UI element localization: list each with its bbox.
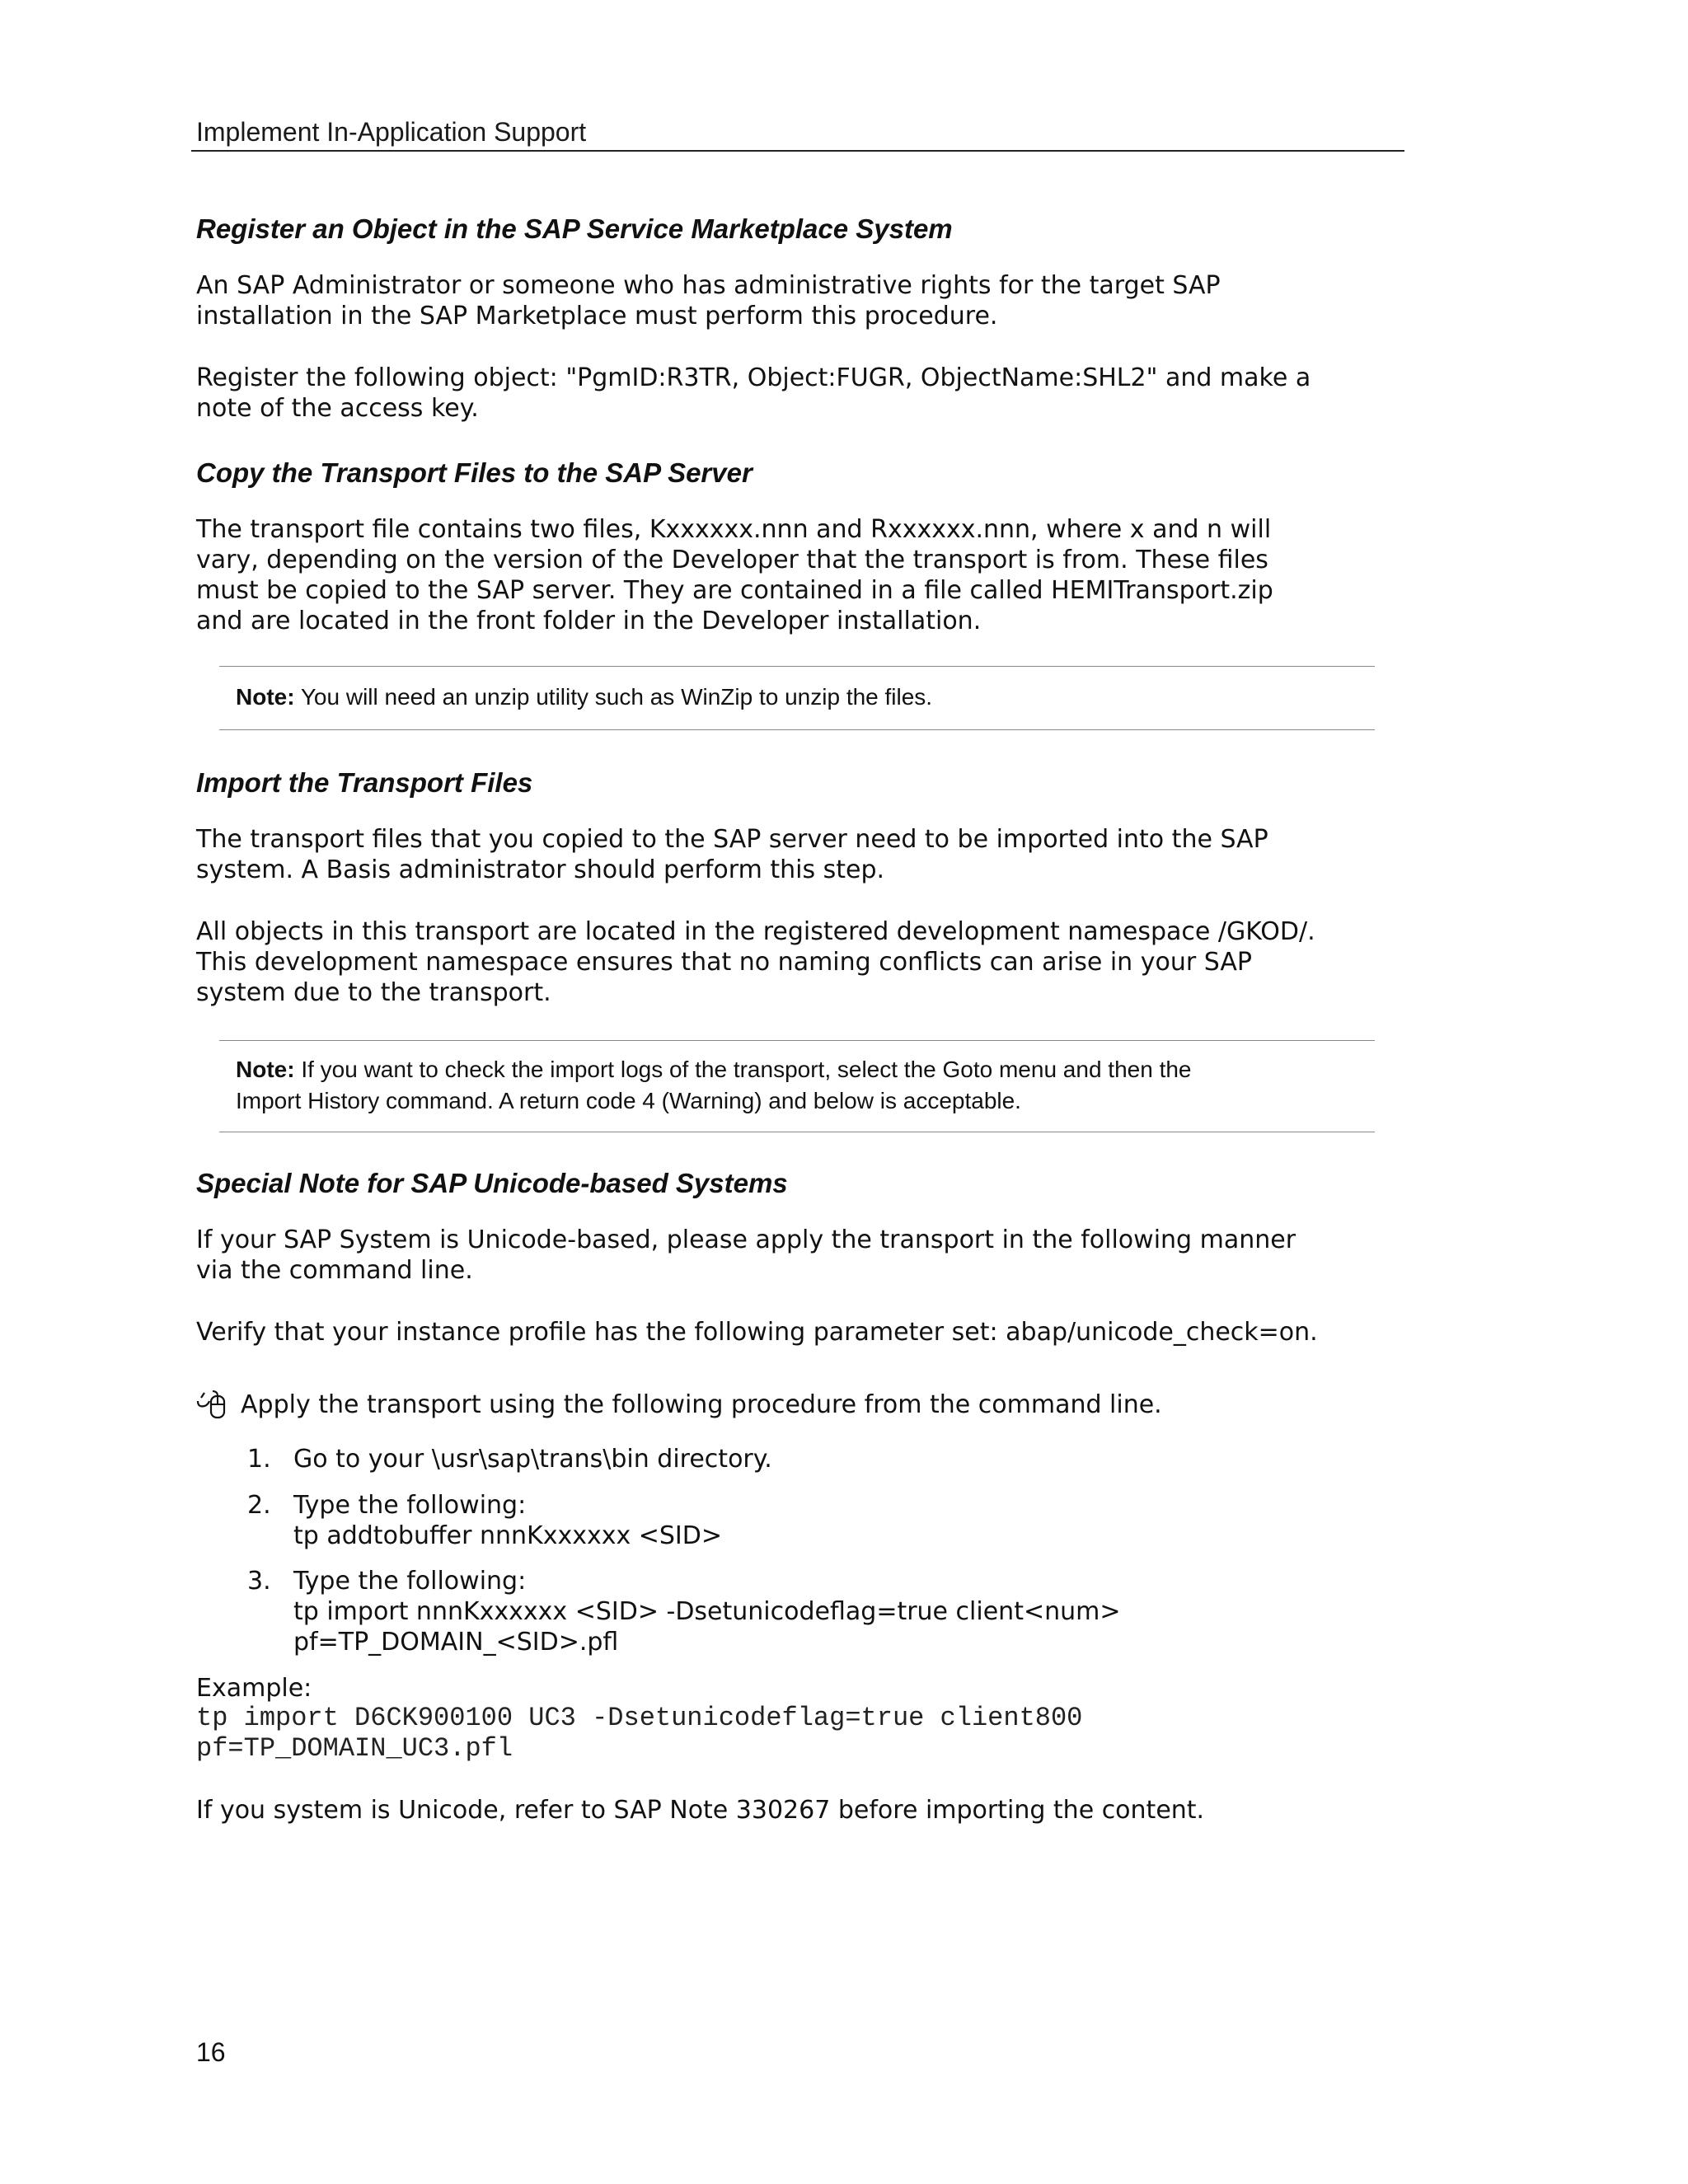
- paragraph-verify-profile: [196, 1317, 1432, 1347]
- step-body: [293, 1566, 1120, 1657]
- text-line: Register the following object: "PgmID:R3TR, Object:FUGR, ObjectName:SHL2" and make a: [196, 363, 1311, 392]
- text-line: Type the following:: [293, 1491, 527, 1520]
- step-body: [293, 1444, 772, 1474]
- note-text: [236, 1054, 1192, 1117]
- example-label: [196, 1673, 1432, 1704]
- text-line: via the command line.: [196, 1256, 473, 1285]
- paragraph-closing-note: [196, 1795, 1432, 1825]
- page-number: 16: [196, 2037, 226, 2067]
- text-line: All objects in this transport are located in the registered development namespace /GKOD/.: [196, 917, 1315, 946]
- text-line: Go to your \usr\sap\trans\bin directory.: [293, 1445, 772, 1474]
- example-code-block: [196, 1703, 1082, 1764]
- heading-import-transport: Import the Transport Files: [196, 767, 533, 798]
- paragraph-namespace: [196, 916, 1432, 1008]
- paragraph-transport-files: [196, 514, 1432, 636]
- step-number: 1.: [247, 1445, 271, 1474]
- text-line: If your SAP System is Unicode-based, please apply the transport in the following manner: [196, 1226, 1296, 1254]
- text-line: note of the access key.: [196, 394, 479, 423]
- procedure-intro: [241, 1390, 1477, 1420]
- step-number: 2.: [247, 1491, 271, 1520]
- note-body: If you want to check the import logs of the transport, select the Goto menu and then the: [294, 1057, 1192, 1082]
- note-label: Note:: [236, 684, 295, 710]
- text-line: vary, depending on the version of the Developer that the transport is from. These files: [196, 546, 1268, 574]
- paragraph-register-admin: [196, 270, 1432, 331]
- note-body: You will need an unzip utility such as WinZip to unzip the files.: [294, 684, 933, 710]
- mouse-procedure-icon: [196, 1390, 231, 1422]
- heading-register-object: Register an Object in the SAP Service Marketplace System: [196, 213, 953, 244]
- running-header: Implement In-Application Support: [196, 117, 587, 147]
- step-number: 3.: [247, 1567, 271, 1596]
- header-divider: [191, 150, 1404, 152]
- step-body: [293, 1490, 722, 1551]
- code-line: pf=TP_DOMAIN_UC3.pfl: [196, 1733, 513, 1764]
- text-line: system due to the transport.: [196, 978, 551, 1007]
- code-line: tp import D6CK900100 UC3 -Dsetunicodeflag=true client800: [196, 1703, 1083, 1733]
- paragraph-import-intro: [196, 824, 1432, 885]
- note-label: Note:: [236, 1057, 295, 1082]
- text-line: tp addtobuffer nnnKxxxxxx <SID>: [293, 1521, 723, 1550]
- heading-unicode-systems: Special Note for SAP Unicode-based Systems: [196, 1168, 788, 1198]
- text-line: This development namespace ensures that no naming conflicts can arise in your SAP: [196, 948, 1252, 977]
- text-line: An SAP Administrator or someone who has administrative rights for the target SAP: [196, 271, 1221, 300]
- text-line: Example:: [196, 1674, 312, 1703]
- text-line: If you system is Unicode, refer to SAP Note 330267 before importing the content.: [196, 1796, 1205, 1825]
- text-line: pf=TP_DOMAIN_<SID>.pfl: [293, 1628, 619, 1657]
- note-body: Import History command. A return code 4 (Warning) and below is acceptable.: [236, 1088, 1021, 1113]
- heading-copy-transport: Copy the Transport Files to the SAP Server: [196, 457, 753, 488]
- text-line: must be copied to the SAP server. They are contained in a file called HEMITransport.zip: [196, 576, 1273, 605]
- text-line: Verify that your instance profile has the following parameter set: abap/unicode_check=on.: [196, 1318, 1318, 1347]
- text-line: Type the following:: [293, 1567, 527, 1596]
- text-line: The transport files that you copied to the SAP server need to be imported into the SAP: [196, 825, 1268, 854]
- paragraph-unicode-intro: [196, 1225, 1432, 1286]
- note-box-import-logs: [219, 1040, 1375, 1132]
- text-line: system. A Basis administrator should perform this step.: [196, 855, 885, 884]
- text-line: Apply the transport using the following procedure from the command line.: [241, 1390, 1162, 1419]
- text-line: and are located in the front folder in the Developer installation.: [196, 607, 982, 635]
- note-text: [236, 682, 932, 713]
- text-line: installation in the SAP Marketplace must perform this procedure.: [196, 302, 998, 330]
- text-line: tp import nnnKxxxxxx <SID> -Dsetunicodeflag=true client<num>: [293, 1597, 1121, 1626]
- note-box-unzip: [219, 666, 1375, 730]
- text-line: The transport file contains two files, Kxxxxxx.nnn and Rxxxxxx.nnn, where x and n will: [196, 515, 1272, 544]
- paragraph-register-object: [196, 363, 1432, 424]
